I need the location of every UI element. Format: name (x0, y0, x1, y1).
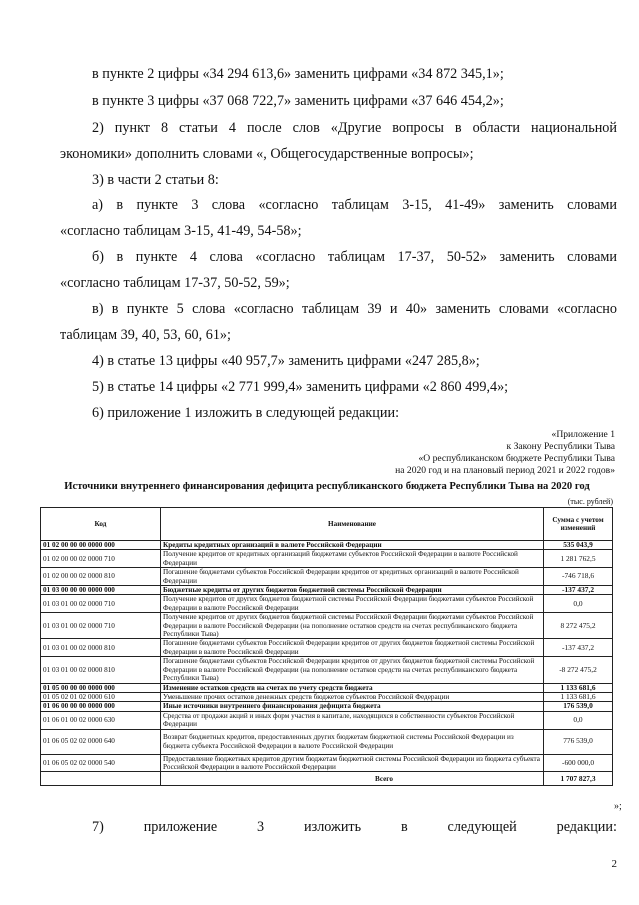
sources-table (40, 507, 613, 786)
cell-name: Уменьшение прочих остатков денежных средств бюджетов субъектов Российской Федерации (161, 692, 544, 701)
cell-name: Иные источники внутреннего финансирования дефицита бюджета (161, 702, 544, 711)
table-row (41, 711, 613, 729)
paragraph: «согласно таблицам 3-15, 41-49, 54-58»; (60, 223, 302, 239)
table-row (41, 613, 613, 639)
cell-sum: -137 437,2 (544, 639, 613, 657)
last-line-word: изложить (304, 819, 362, 835)
table-row (41, 754, 613, 772)
cell-sum: -137 437,2 (544, 586, 613, 595)
cell-sum: 0,0 (544, 595, 613, 613)
table-row (41, 683, 613, 692)
paragraph: таблицам 39, 40, 53, 60, 61»; (60, 327, 231, 343)
cell-name: Погашение бюджетами субъектов Российской Федерации кредитов от других бюджетов бюджетной системы Российской Федерации в валюте Российской Федерации (на пополнение остатков средств на счетах республиканского бюджета Республики Тыва) (161, 657, 544, 683)
paragraph: 2) пункт 8 статьи 4 после слов «Другие вопросы в области национальной (92, 120, 617, 136)
cell-code: 01 03 01 00 02 0000 710 (41, 613, 161, 639)
paragraph: экономики» дополнить словами «, Общегосударственные вопросы»; (60, 146, 474, 162)
table-header-row (41, 508, 613, 541)
cell-name: Погашение бюджетами субъектов Российской Федерации кредитов от кредитных организаций в валюте Российской Федерации (161, 568, 544, 586)
last-line-word: в (400, 819, 408, 835)
paragraph: 3) в части 2 статьи 8: (92, 172, 219, 188)
table-row (41, 550, 613, 568)
cell-code: 01 06 05 02 02 0000 540 (41, 754, 161, 772)
cell-name: Кредиты кредитных организаций в валюте Российской Федерации (161, 541, 544, 550)
header-name: Наименование (161, 508, 544, 541)
cell-code: 01 05 02 01 02 0000 610 (41, 692, 161, 701)
cell-name: Бюджетные кредиты от других бюджетов бюджетной системы Российской Федерации (161, 586, 544, 595)
paragraph: б) в пункте 4 слова «согласно таблицам 17-37, 50-52» заменить словами (92, 249, 617, 265)
cell-name: Предоставление бюджетных кредитов другим бюджетам бюджетной системы Российской Федерации из бюджета субъекта Российской Федерации в валюте Российской Федерации (161, 754, 544, 772)
cell-total-sum: 1 707 827,3 (544, 772, 613, 786)
last-line-word: 3 (257, 819, 265, 835)
cell-name: Получение кредитов от других бюджетов бюджетной системы Российской Федерации бюджетами субъектов Российской Федерации в валюте Российской Федерации (161, 595, 544, 613)
last-line-word: 7) (92, 819, 104, 835)
cell-sum: 0,0 (544, 711, 613, 729)
table-row (41, 729, 613, 754)
cell-name: Получение кредитов от кредитных организаций бюджетами субъектов Российской Федерации в валюте Российской Федерации (161, 550, 544, 568)
last-line-word: следующей (447, 819, 517, 835)
cell-sum: 535 043,9 (544, 541, 613, 550)
table-row (41, 586, 613, 595)
cell-sum: 176 539,0 (544, 702, 613, 711)
cell-code: 01 05 00 00 00 0000 000 (41, 683, 161, 692)
table-row (41, 595, 613, 613)
table-row (41, 568, 613, 586)
cell-name: Средства от продажи акций и иных форм участия в капитале, находящихся в собственности субъектов Российской Федерации (161, 711, 544, 729)
table-row (41, 692, 613, 701)
cell-name: Возврат бюджетных кредитов, предоставленных других бюджетам бюджетной системы Российской Федерации из бюджета субъекта Российской Федерации в валюте Российской Федерации (161, 729, 544, 754)
table-units: (тыс. рублей) (567, 497, 613, 506)
cell-sum: 1 133 681,6 (544, 692, 613, 701)
appendix-header-line: «О республиканском бюджете Республики Тыва (418, 453, 615, 464)
cell-name: Погашение бюджетами субъектов Российской Федерации кредитов от других бюджетов бюджетной системы Российской Федерации в валюте Российской Федерации (161, 639, 544, 657)
cell-sum: 1 281 762,5 (544, 550, 613, 568)
last-line-word: приложение (143, 819, 218, 835)
table-row (41, 657, 613, 683)
cell-code: 01 03 01 00 02 0000 710 (41, 595, 161, 613)
paragraph: в пункте 3 цифры «37 068 722,7» заменить цифрами «37 646 454,2»; (92, 93, 504, 109)
cell-code: 01 03 01 00 02 0000 810 (41, 657, 161, 683)
cell-sum: -600 000,0 (544, 754, 613, 772)
cell-code: 01 02 00 00 02 0000 710 (41, 550, 161, 568)
cell-sum: 1 133 681,6 (544, 683, 613, 692)
header-code: Код (41, 508, 161, 541)
cell-code: 01 06 00 00 00 0000 000 (41, 702, 161, 711)
cell-code: 01 02 00 00 02 0000 810 (41, 568, 161, 586)
table-row (41, 541, 613, 550)
cell-sum: -746 718,6 (544, 568, 613, 586)
cell-code: 01 02 00 00 00 0000 000 (41, 541, 161, 550)
cell-total-label: Всего (161, 772, 544, 786)
cell-code: 01 06 05 02 02 0000 640 (41, 729, 161, 754)
page-number: 2 (611, 858, 617, 870)
appendix-header-line: к Закону Республики Тыва (506, 441, 615, 452)
table-closing-quote: »; (614, 801, 622, 812)
paragraph: в пункте 2 цифры «34 294 613,6» заменить цифрами «34 872 345,1»; (92, 66, 504, 82)
table-total-row (41, 772, 613, 786)
cell-code: 01 03 00 00 00 0000 000 (41, 586, 161, 595)
cell-sum: 776 539,0 (544, 729, 613, 754)
last-line (92, 815, 617, 840)
cell-name: Получение кредитов от других бюджетов бюджетной системы Российской Федерации бюджетами субъектов Российской Федерации в валюте Российской Федерации (на пополнение остатков средств на счетах республиканского бюджета Республики Тыва) (161, 613, 544, 639)
paragraph: «согласно таблицам 17-37, 50-52, 59»; (60, 275, 290, 291)
appendix-header-line: на 2020 год и на плановый период 2021 и 2022 годов» (395, 465, 615, 476)
cell-name: Изменение остатков средств на счетах по учету средств бюджета (161, 683, 544, 692)
cell-code: 01 06 01 00 02 0000 630 (41, 711, 161, 729)
appendix-header-line: «Приложение 1 (551, 429, 615, 440)
paragraph: 6) приложение 1 изложить в следующей редакции: (92, 405, 400, 421)
cell-empty (41, 772, 161, 786)
table-row (41, 639, 613, 657)
last-line-word: редакции: (556, 819, 617, 835)
cell-sum: -8 272 475,2 (544, 657, 613, 683)
cell-code: 01 03 01 00 02 0000 810 (41, 639, 161, 657)
table-title: Источники внутреннего финансирования дефицита республиканского бюджета Республики Тыва на 2020 год (64, 481, 590, 492)
header-sum: Сумма с учетом изменений (544, 508, 613, 541)
paragraph: 4) в статье 13 цифры «40 957,7» заменить цифрами «247 285,8»; (92, 353, 480, 369)
paragraph: в) в пункте 5 слова «согласно таблицам 39 и 40» заменить словами «согласно (92, 301, 617, 317)
paragraph: а) в пункте 3 слова «согласно таблицам 3-15, 41-49» заменить словами (92, 197, 617, 213)
paragraph: 5) в статье 14 цифры «2 771 999,4» заменить цифрами «2 860 499,4»; (92, 379, 509, 395)
table-row (41, 702, 613, 711)
cell-sum: 8 272 475,2 (544, 613, 613, 639)
